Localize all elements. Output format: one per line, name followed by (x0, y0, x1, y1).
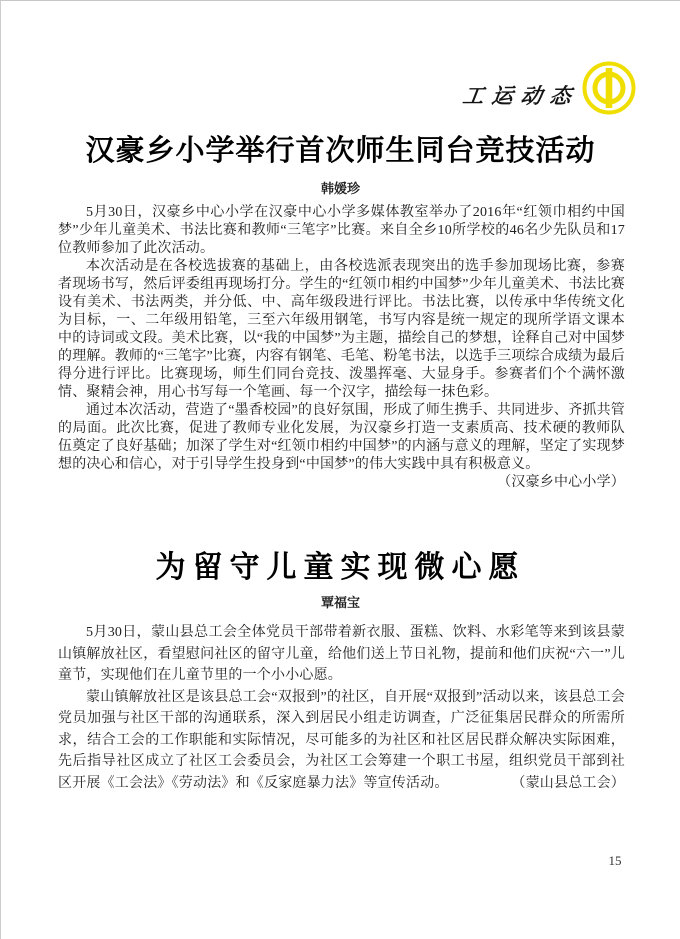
article1-title: 汉豪乡小学举行首次师生同台竞技活动 (85, 135, 596, 167)
article1-attribution: （汉豪乡中心小学） (497, 475, 625, 490)
article1-paragraph-3 (58, 402, 625, 490)
article1-paragraph-1 (58, 204, 625, 258)
article1-author: 韩媛珍 (320, 181, 360, 196)
masthead (461, 61, 636, 115)
article2-paragraph-2 (58, 687, 625, 795)
trade-union-emblem-icon (582, 61, 636, 115)
paragraph-text: 本次活动是在各校选拔赛的基础上，由各校选派表现突出的选手参加现场比赛，参赛者现场书写，然后评委组再现场打分。学生的“红领巾相约中国梦”少年儿童美术、书法比赛设有美术、书法两类，并分低、中、高年级段进行评比。书法比赛，以传承中华传统文化为目标，一、二年级用铅笔，三至六年级用钢笔，书写内容是统一规定的现所学语文课本中的诗词或文段。美术比赛，以“我的中国梦”为主题，描绘自己的梦想，诠释自己对中国梦的理解。教师的“三笔字”比赛，内容有钢笔、毛笔、粉笔书法，以选手三项综合成绩为最后得分进行评比。比赛现场，师生们同台竞技、泼墨挥毫、大显身手。参赛者们个个满怀激情、聚精会神，用心书写每一个笔画、每一个汉字，描绘每一抹色彩。 (58, 259, 625, 400)
paragraph-text: 5月30日，汉豪乡中心小学在汉豪中心小学多媒体教室举办了2016年“红领巾相约中国梦”少年儿童美术、书法比赛和教师“三笔字”比赛。来自全乡10所学校的46名少先队员和17位教师参加了此次活动。 (58, 205, 625, 256)
article2-author: 覃福宝 (320, 595, 360, 610)
article2-attribution: （蒙山县总工会） (511, 775, 625, 791)
paragraph-text: 5月30日，蒙山县总工会全体党员干部带着新衣服、蛋糕、饮料、水彩笔等来到该县蒙山镇解放社区，看望慰问社区的留守儿童，给他们送上节日礼物，提前和他们庆祝“六一”儿童节，实现他们在儿童节里的一个小小心愿。 (58, 625, 625, 683)
page-number: 15 (608, 853, 622, 868)
masthead-title: 工运动态 (461, 84, 581, 108)
article1-body (58, 204, 625, 492)
article2-body (58, 622, 625, 794)
article1-paragraph-2 (58, 258, 625, 402)
paragraph-text: 蒙山镇解放社区是该县总工会“双报到”的社区，自开展“双报到”活动以来，该县总工会党员加强与社区干部的沟通联系，深入到居民小组走访调查，广泛征集居民群众的所需所求，结合工会的工作职能和实际情况，尽可能多的为社区和社区居民群众解决实际困难，先后指导社区成立了社区工会委员会，为社区工会筹建一个职工书屋，组织党员干部到社区开展《工会法》《劳动法》和《反家庭暴力法》等宣传活动。 (58, 689, 625, 791)
article2-title: 为留守儿童实现微心愿 (155, 551, 526, 584)
article2-paragraph-1 (58, 622, 625, 687)
paragraph-text: 通过本次活动，营造了“墨香校园”的良好氛围，形成了师生携手、共同进步、齐抓共管的局面。此次比赛，促进了教师专业化发展，为汉豪乡打造一支素质高、技术硬的教师队伍奠定了良好基础；加深了学生对“红领巾相约中国梦”的内涵与意义的理解，坚定了实现梦想的决心和信心，对于引导学生投身到“中国梦”的伟大实践中具有积极意义。 (58, 403, 625, 472)
